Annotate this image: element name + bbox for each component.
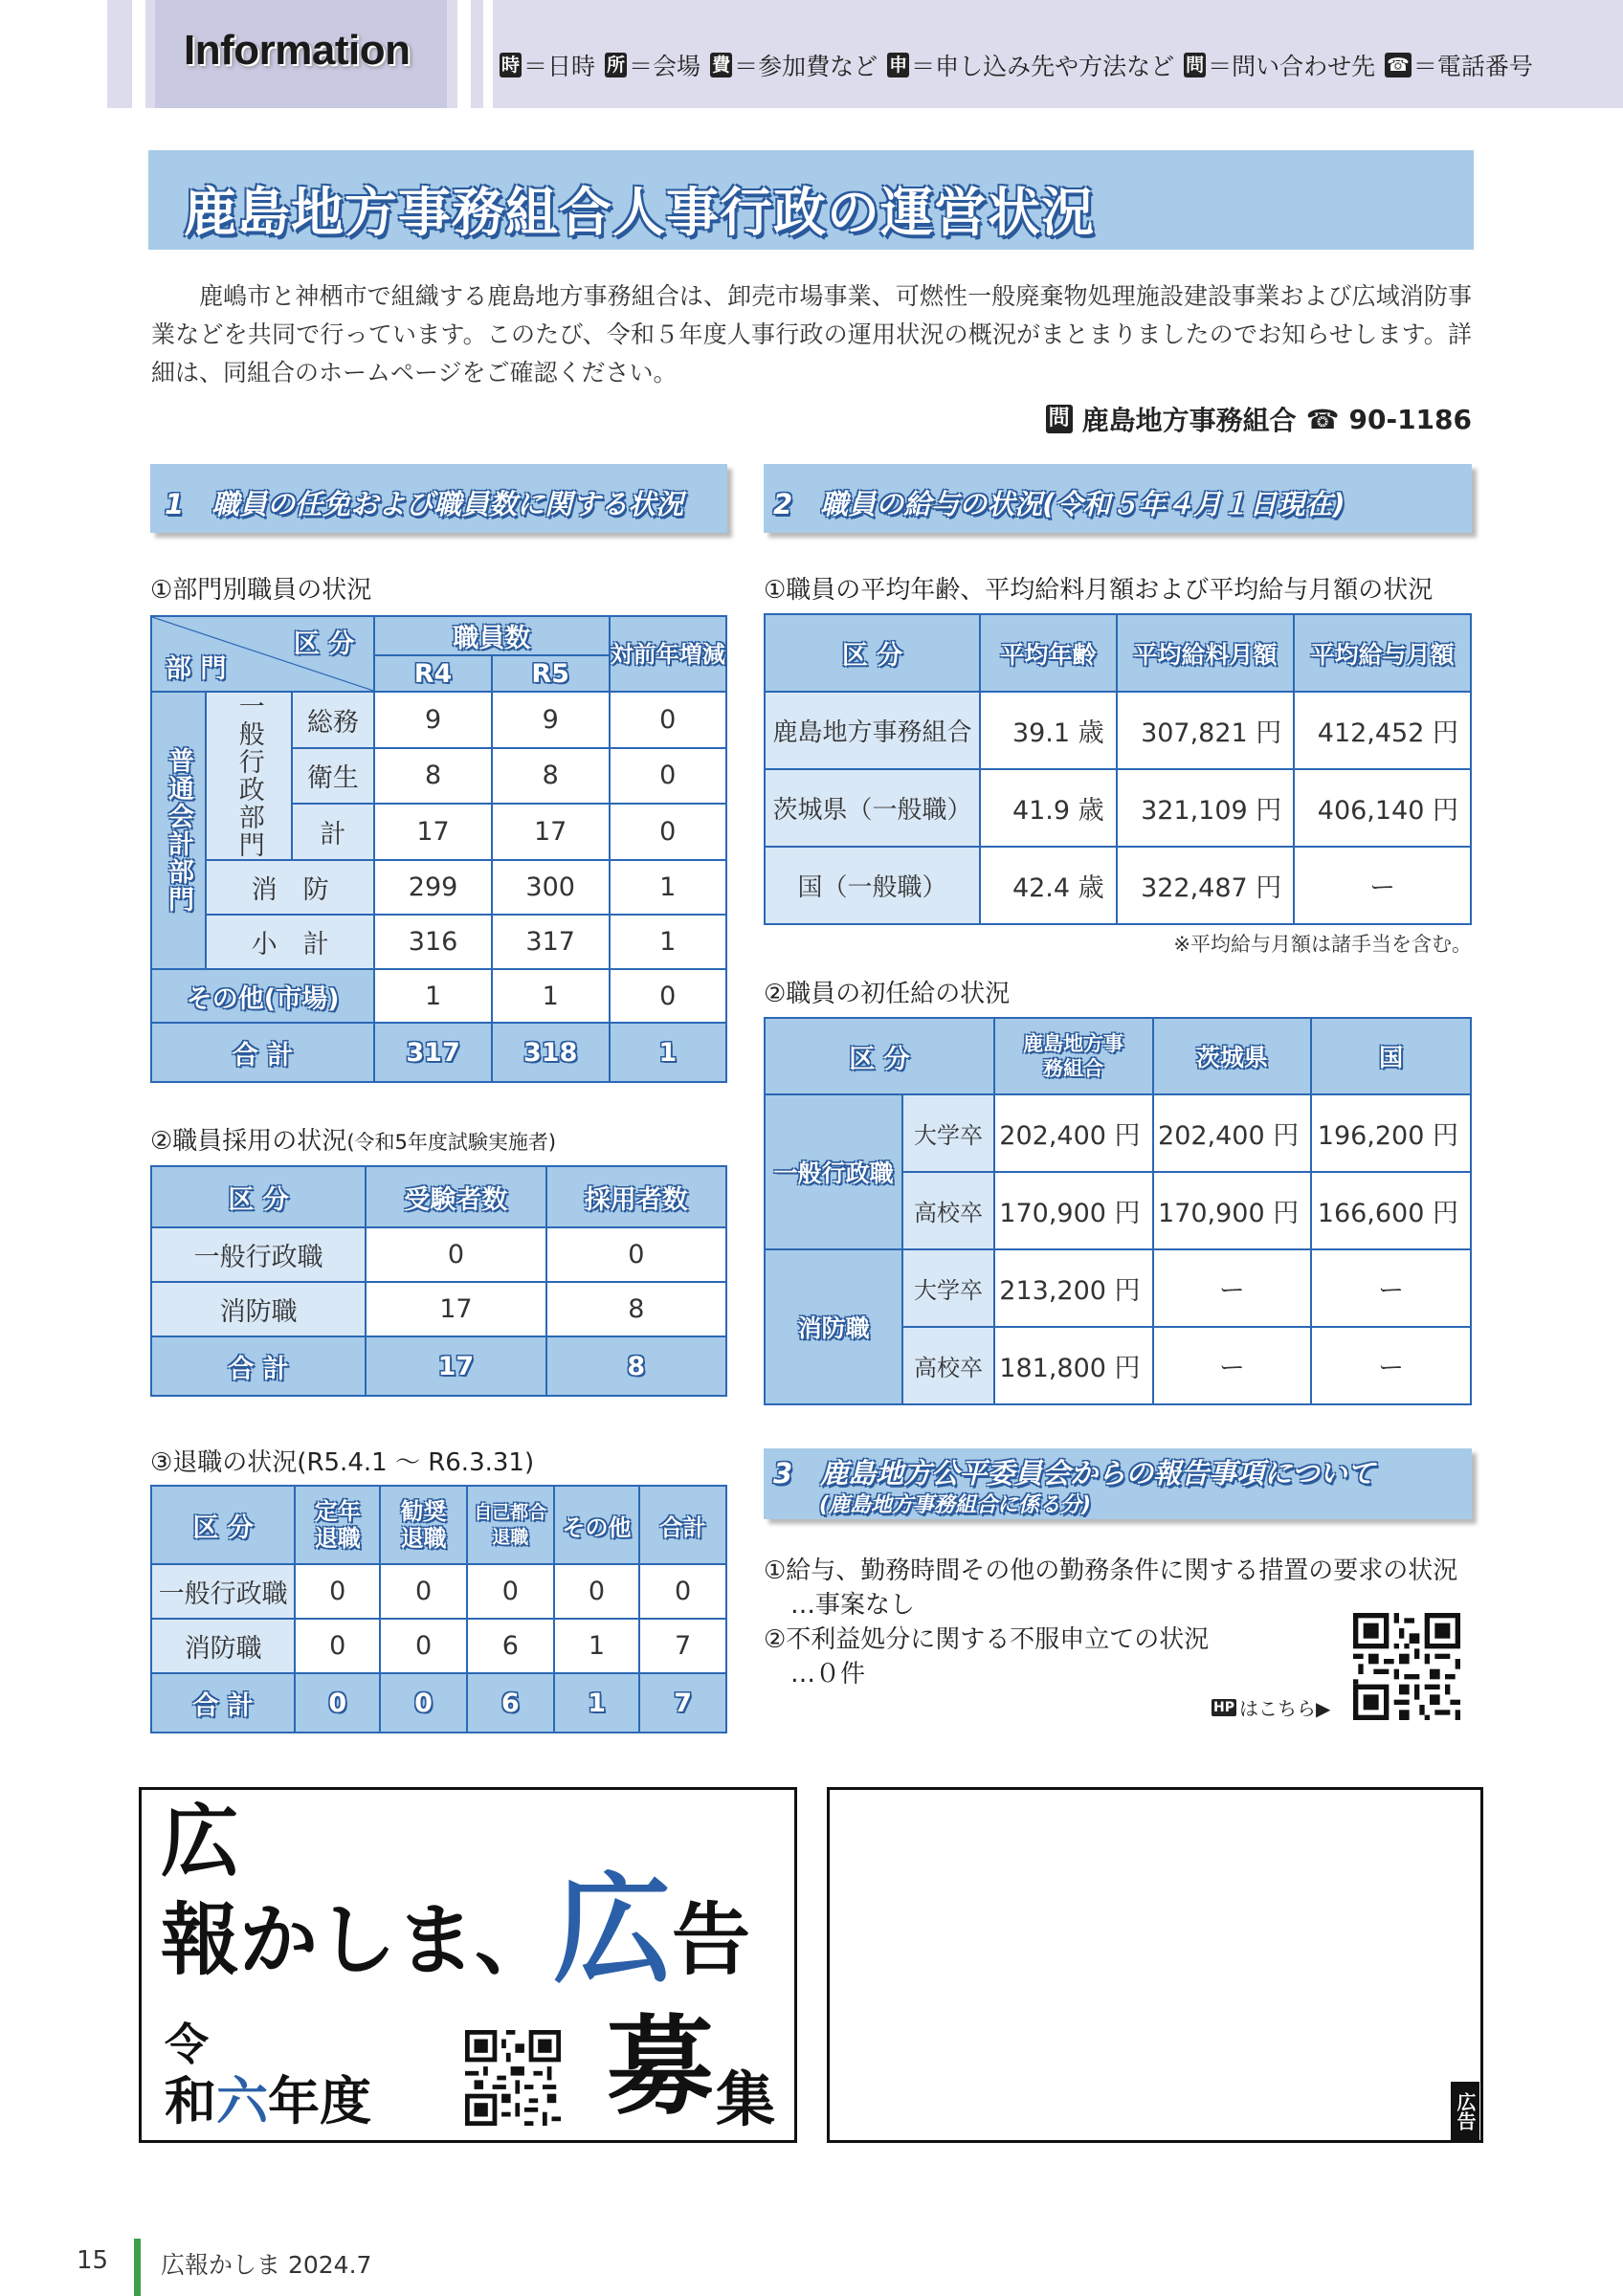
group-ippan: 一般行政部門 [206,692,292,860]
footer-accent-bar [134,2239,141,2296]
ad-text-accent: 六 [216,2070,268,2131]
report-item: ②不利益処分に関する不服申立ての状況 [764,1625,1210,1654]
header-kuni: 国 [1311,1018,1471,1094]
cell-r4: 316 [374,915,492,969]
cell-diff: 0 [610,969,727,1023]
starting-salary-table [764,1017,1472,1405]
legend-text: ＝電話番号 [1412,53,1533,80]
row-label: 計 [292,804,375,860]
cell-salary: 322,487 円 [1117,847,1295,924]
cell-total: 0 [380,1673,467,1733]
cell-pay: 406,140 円 [1294,769,1471,847]
phone-icon: ☎ [1305,403,1340,435]
cell-pay: ー [1294,847,1471,924]
row-label-sonota: その他(市場) [151,969,374,1023]
table1-caption: ①部門別職員の状況 [150,576,372,605]
cell-age: 42.4 歳 [980,847,1117,924]
cell-r4: 17 [374,804,492,860]
inquiry-icon: 問 [1046,405,1073,433]
cell-examinees-total: 17 [366,1336,545,1396]
cell-examinees: 17 [366,1282,545,1336]
cell: 170,900 円 [994,1172,1153,1249]
salary-table-caption: ①職員の平均年齢、平均給料月額および平均給与月額の状況 [764,576,1434,605]
header-other: その他 [554,1486,640,1564]
report-result: …事案なし [790,1591,916,1620]
cell-r5: 8 [492,748,610,805]
row-label: 大学卒 [902,1249,994,1327]
table3-caption: ③退職の状況(R5.4.1 ～ R6.3.31) [150,1448,535,1477]
intro-paragraph: 鹿嶋市と神栖市で組織する鹿島地方事務組合は、卸売市場事業、可燃性一般廃棄物処理施設建設事業および広域消防事業などを共同で行っています。このたび、令和５年度人事行政の運用状況の概況がまとまりましたのでお知らせします。詳細は、同組合のホームページをご確認ください。 [151,282,1472,386]
row-label-total: 合 計 [151,1673,295,1733]
ad-text: 報かしま、 [161,1894,554,1986]
cell: 1 [554,1619,640,1673]
qr-code-icon[interactable] [465,2030,561,2126]
salary-note: ※平均給与月額は諸手当を含む。 [1173,933,1472,956]
header-total: 合計 [639,1486,726,1564]
row-label-total: 合 計 [151,1023,374,1082]
contact-line [1046,400,1472,438]
cell-salary: 321,109 円 [1117,769,1295,847]
cell-salary: 307,821 円 [1117,692,1295,769]
cell: ー [1153,1327,1312,1404]
average-salary-table [764,613,1472,925]
cell-r4-total: 317 [374,1023,492,1082]
ad-text-bo: 募 [607,2004,714,2130]
row-label: 衛生 [292,748,375,805]
header-mandatory: 定年退職 [295,1486,380,1564]
header-recommended: 勧奨退職 [380,1486,467,1564]
header-yoy: 対前年増減 [610,616,727,692]
cell-age: 39.1 歳 [980,692,1117,769]
cell-hired-total: 8 [546,1336,726,1396]
header-staff-count: 職員数 [374,616,609,655]
cell: 202,400 円 [1153,1094,1312,1172]
header-kubun: 区 分 [765,1018,994,1094]
row-label: 高校卒 [902,1172,994,1249]
row-label: 消防職 [151,1619,295,1673]
cell: 202,400 円 [994,1094,1153,1172]
header-examinees: 受験者数 [366,1166,545,1227]
cell-r5-total: 318 [492,1023,610,1082]
cell-total: 6 [467,1673,554,1733]
cell: 0 [467,1564,554,1619]
ad-text: 和 [165,2070,216,2131]
caption-text: ②職員採用の状況 [150,1127,347,1156]
hp-icon: HP [1213,1699,1234,1715]
legend-text: ＝参加費など [734,53,878,80]
corner-header [151,616,374,692]
cell: 0 [554,1564,640,1619]
symbol-legend [500,48,1533,82]
row-label: 一般行政職 [151,1564,295,1619]
cell-diff: 0 [610,692,727,748]
ad-text: 告 [672,1894,751,1986]
header-divider [483,0,493,108]
header-divider [457,0,471,108]
header-kubun: 区 分 [293,629,355,659]
section3-heading: 3 鹿島地方公平委員会からの報告事項について [773,1457,1375,1490]
cell-diff: 0 [610,804,727,860]
header-kubun: 区 分 [765,614,980,692]
cell: 7 [639,1619,726,1673]
header-ibaraki: 茨城県 [1153,1018,1312,1094]
legend-text: ＝日時 [523,53,596,80]
header-r5: R5 [492,655,610,692]
header-spacer [0,0,107,108]
legend-key-inquiry: 問 [1186,55,1205,76]
cell: ー [1153,1249,1312,1327]
page-number: 15 [77,2246,109,2275]
row-label-shokei: 小 計 [206,915,374,969]
cell: 170,900 円 [1153,1172,1312,1249]
cell: 6 [467,1619,554,1673]
cell-pay: 412,452 円 [1294,692,1471,769]
legend-text: ＝問い合わせ先 [1208,53,1376,80]
cell-examinees: 0 [366,1227,545,1282]
header-divider [132,0,145,108]
cell-r5: 17 [492,804,610,860]
header-hired: 採用者数 [546,1166,726,1227]
qr-code-icon[interactable] [1353,1613,1460,1720]
page-title: 鹿島地方事務組合人事行政の運営状況 [184,182,1096,243]
ad-text-year [165,2072,371,2130]
group-ippan: 一般行政職 [765,1094,902,1249]
cell-r5: 1 [492,969,610,1023]
hp-link-text: はこちら▶ [1238,1697,1331,1720]
cell-diff: 0 [610,748,727,805]
header-voluntary: 自己都合退職 [467,1486,554,1564]
ad-tag: 広告 [1451,2082,1479,2141]
legend-key-place: 所 [607,55,626,76]
row-label: 一般行政職 [151,1227,366,1282]
legend-key-time: 時 [501,55,521,76]
report-result: …０件 [790,1660,866,1689]
ad-text-rei: 令 [165,2019,209,2070]
row-label: 茨城県（一般職） [765,769,980,847]
cell-total: 7 [639,1673,726,1733]
cell-r4: 1 [374,969,492,1023]
header-kubun: 区 分 [151,1166,366,1227]
contact-org: 鹿島地方事務組合 [1081,405,1297,436]
header-r4: R4 [374,655,492,692]
cell: 0 [295,1619,380,1673]
cell-hired: 0 [546,1227,726,1282]
legend-text: ＝申し込み先や方法など [911,53,1175,80]
ad-space-box [827,1787,1483,2143]
row-label: 総務 [292,692,375,748]
legend-key-apply: 申 [889,55,908,76]
hp-link[interactable] [1212,1693,1330,1721]
cell-r5: 300 [492,860,610,915]
row-label-total: 合 計 [151,1336,366,1396]
header-bumon: 部 門 [166,654,227,684]
row-label: 消防職 [151,1282,366,1336]
cell-age: 41.9 歳 [980,769,1117,847]
row-label-shobo: 消 防 [206,860,374,915]
cell: 0 [295,1564,380,1619]
cell: 213,200 円 [994,1249,1153,1327]
cell: 0 [380,1564,467,1619]
cell-r4: 9 [374,692,492,748]
cell: 0 [380,1619,467,1673]
report-item: ①給与、勤務時間その他の勤務条件に関する措置の要求の状況 [764,1556,1458,1585]
cell-diff: 1 [610,915,727,969]
info-title: Information [184,27,411,74]
header-avg-age: 平均年齢 [980,614,1117,692]
ad-text-shu: 集 [716,2064,776,2134]
cell: ー [1311,1327,1471,1404]
cell-r4: 299 [374,860,492,915]
ad-text: 年度 [268,2070,371,2131]
cell: 166,600 円 [1311,1172,1471,1249]
header-kashima: 鹿島地方事務組合 [994,1018,1153,1094]
row-label: 高校卒 [902,1327,994,1404]
group-futsu: 普通会計部門 [151,692,206,969]
cell-hired: 8 [546,1282,726,1336]
cell-diff: 1 [610,860,727,915]
cell: 196,200 円 [1311,1094,1471,1172]
cell-r4: 8 [374,748,492,805]
contact-tel: 90-1186 [1348,403,1472,435]
cell-total: 1 [554,1673,640,1733]
staff-by-department-table [150,615,727,1083]
retirement-table [150,1485,727,1733]
header-kubun: 区 分 [151,1486,295,1564]
section1-heading: 1 職員の任免および職員数に関する状況 [165,488,684,520]
legend-text: ＝会場 [629,53,701,80]
cell: ー [1311,1249,1471,1327]
starting-salary-caption: ②職員の初任給の状況 [764,980,1011,1008]
cell-r5: 9 [492,692,610,748]
publication-label: 広報かしま 2024.7 [161,2251,372,2279]
section2-heading: 2 職員の給与の状況(令和５年４月１日現在) [773,488,1345,520]
ad-text-accent: 広 [553,1861,673,1999]
header-avg-pay: 平均給与月額 [1294,614,1471,692]
row-label: 大学卒 [902,1094,994,1172]
group-shobo: 消防職 [765,1249,902,1404]
header-avg-salary: 平均給料月額 [1117,614,1295,692]
ad-text-line1: 広 [161,1796,240,1888]
table2-caption [150,1121,556,1157]
row-label: 国（一般職） [765,847,980,924]
legend-key-fee: 費 [712,55,731,76]
row-label: 鹿島地方事務組合 [765,692,980,769]
cell-diff-total: 1 [610,1023,727,1082]
cell-r5: 317 [492,915,610,969]
recruitment-table [150,1165,727,1397]
caption-note: (令和5年度試験実施者) [346,1131,557,1154]
cell: 181,800 円 [994,1327,1153,1404]
cell-total: 0 [295,1673,380,1733]
ad-text-line2 [161,1861,751,1999]
section3-subheading: (鹿島地方事務組合に係る分) [819,1493,1092,1517]
phone-icon: ☎ [1387,55,1410,76]
cell: 0 [639,1564,726,1619]
